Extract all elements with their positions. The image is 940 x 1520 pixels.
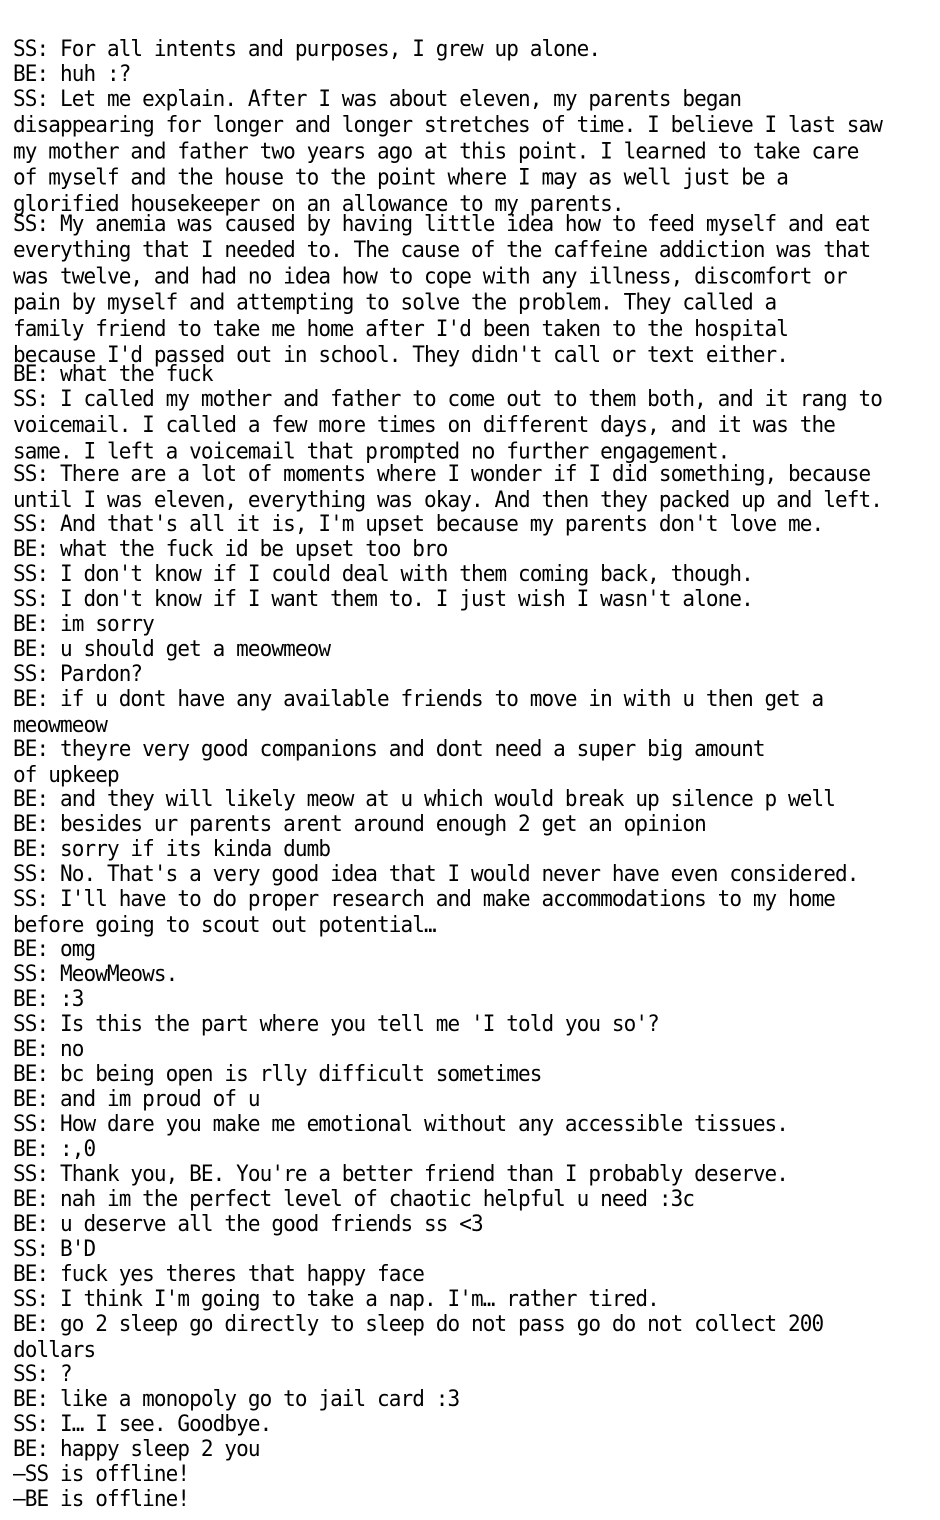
- chat-message: BE: sorry if its kinda dumb: [13, 836, 331, 862]
- chat-message: BE: omg: [13, 936, 96, 962]
- chat-message: BE: no: [13, 1036, 84, 1062]
- chat-message: SS: No. That's a very good idea that I would never have even considered.: [13, 861, 859, 887]
- chat-message: BE: huh :?: [13, 61, 131, 87]
- chat-message: BE: bc being open is rlly difficult sometimes: [13, 1061, 542, 1087]
- chat-message: BE: like a monopoly go to jail card :3: [13, 1386, 460, 1412]
- chat-message: SS: And that's all it is, I'm upset because my parents don't love me.: [13, 511, 824, 537]
- chat-message: SS: MeowMeows.: [13, 961, 178, 987]
- chat-message: BE: if u dont have any available friends to move in with u then get a meowmeow: [13, 686, 824, 738]
- chat-message: BE: and im proud of u: [13, 1086, 260, 1112]
- chat-message: BE: what the fuck id be upset too bro: [13, 536, 448, 562]
- chat-message: SS: Pardon?: [13, 661, 143, 687]
- chat-message: SS: I don't know if I could deal with them coming back, though.: [13, 561, 753, 587]
- chat-message: SS: There are a lot of moments where I wonder if I did something, because until I was eleven, everything was okay. And then they packed up and left.: [13, 461, 882, 513]
- chat-message: SS: I think I'm going to take a nap. I'm… rather tired.: [13, 1286, 659, 1312]
- status-message: –SS is offline!: [13, 1461, 190, 1487]
- chat-message: BE: fuck yes theres that happy face: [13, 1261, 425, 1287]
- chat-message: BE: nah im the perfect level of chaotic helpful u need :3c: [13, 1186, 695, 1212]
- chat-message: BE: and they will likely meow at u which would break up silence p well: [13, 786, 836, 812]
- chat-message: BE: :3: [13, 986, 84, 1012]
- chat-message: SS: Let me explain. After I was about eleven, my parents began disappearing for longer and longer stretches of time. I believe I last saw my mother and father two years ago at this point. I learned to take care of myself and the house to the point where I may as well just be a glorified housekeeper on an allowance to my parents.: [13, 86, 882, 217]
- chat-message: BE: u deserve all the good friends ss <3: [13, 1211, 483, 1237]
- chat-message: BE: im sorry: [13, 611, 154, 637]
- chat-message: BE: happy sleep 2 you: [13, 1436, 260, 1462]
- chat-message: BE: what the fuck: [13, 361, 213, 387]
- chat-message: SS: I'll have to do proper research and make accommodations to my home before going to scout out potential…: [13, 886, 836, 938]
- chat-message: SS: ?: [13, 1361, 72, 1387]
- chat-message: SS: B'D: [13, 1236, 96, 1262]
- status-message: –BE is offline!: [13, 1486, 190, 1512]
- chat-message: SS: I don't know if I want them to. I just wish I wasn't alone.: [13, 586, 753, 612]
- chat-message: SS: I called my mother and father to come out to them both, and it rang to voicemail. I called a few more times on different days, and it was the same. I left a voicemail that prompted no further engagement.: [13, 386, 882, 464]
- chat-message: BE: go 2 sleep go directly to sleep do not pass go do not collect 200 dollars: [13, 1311, 824, 1363]
- chat-message: SS: For all intents and purposes, I grew up alone.: [13, 36, 601, 62]
- chat-message: BE: besides ur parents arent around enough 2 get an opinion: [13, 811, 706, 837]
- chat-message: SS: Thank you, BE. You're a better friend than I probably deserve.: [13, 1161, 789, 1187]
- chat-log: [13, 36, 938, 1511]
- chat-message: BE: theyre very good companions and dont need a super big amount of upkeep: [13, 736, 765, 788]
- chat-message: SS: Is this the part where you tell me 'I told you so'?: [13, 1011, 659, 1037]
- chat-message: SS: I… I see. Goodbye.: [13, 1411, 272, 1437]
- chat-message: SS: How dare you make me emotional without any accessible tissues.: [13, 1111, 789, 1137]
- chat-message: BE: :,0: [13, 1136, 96, 1162]
- chat-message: SS: My anemia was caused by having little idea how to feed myself and eat everything that I needed to. The cause of the caffeine addiction was that was twelve, and had no idea how to cope with any illness, discomfort or pain by myself and attempting to solve the problem. They called a family friend to take me home after I'd been taken to the hospital because I'd passed out in school. They didn't call or text either.: [13, 211, 871, 368]
- chat-message: BE: u should get a meowmeow: [13, 636, 331, 662]
